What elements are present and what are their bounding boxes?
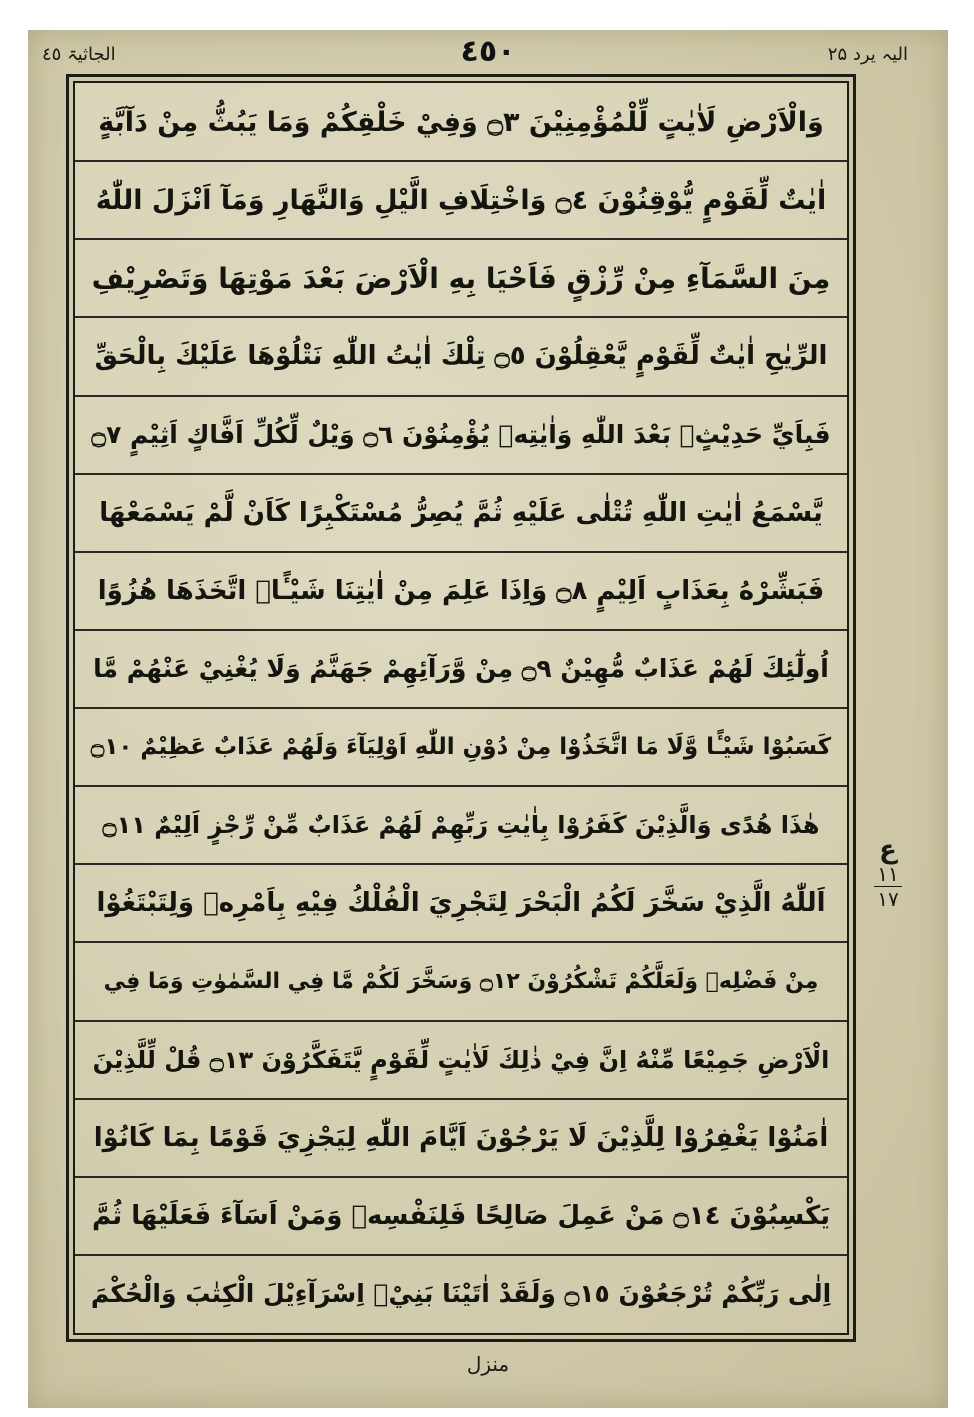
verse-line-13: الْاَرْضِ جَمِيْعًا مِّنْهُ اِنَّ فِيْ ذٰلِكَ لَاٰيٰتٍ لِّقَوْمٍ يَّتَفَكَّرُوْنَ ۝١٣ قُلْ لِّلَّذِيْنَ: [92, 1045, 830, 1074]
line-rule: [75, 551, 847, 553]
verse-line-7: فَبَشِّرْهُ بِعَذَابٍ اَلِيْمٍ ۝٨ وَاِذَا عَلِمَ مِنْ اٰيٰتِنَا شَيْـًٔاۨ اتَّخَذَهَا هُزُوًا: [97, 575, 825, 606]
line-rule: [75, 160, 847, 162]
verse-line-14: اٰمَنُوْا يَغْفِرُوْا لِلَّذِيْنَ لَا يَرْجُوْنَ اَيَّامَ اللّٰهِ لِيَجْزِيَ قَوْمًا بِمَا كَانُوْا: [93, 1122, 829, 1153]
line-rule: [75, 941, 847, 943]
verse-line-2: اٰيٰتٌ لِّقَوْمٍ يُّوْقِنُوْنَ ۝٤ وَاخْتِلَافِ الَّيْلِ وَالنَّهَارِ وَمَآ اَنْزَلَ اللّٰهُ: [95, 184, 827, 216]
verse-line-5: فَبِاَيِّ حَدِيْثٍۢ بَعْدَ اللّٰهِ وَاٰيٰتِهٖ يُؤْمِنُوْنَ ۝٦ وَيْلٌ لِّكُلِّ اَفَّاكٍ اَثِيْمٍ ۝٧: [91, 420, 831, 450]
line-rule: [75, 238, 847, 240]
page-header: [28, 30, 948, 76]
verse-line-11: اَللّٰهُ الَّذِيْ سَخَّرَ لَكُمُ الْبَحْرَ لِتَجْرِيَ الْفُلْكُ فِيْهِ بِاَمْرِهٖ وَلِتَبْتَغُوْا: [96, 888, 826, 919]
ruku-marker: [866, 835, 910, 911]
verse-line-16: اِلٰى رَبِّكُمْ تُرْجَعُوْنَ ۝١٥ وَلَقَدْ اٰتَيْنَا بَنِيْۤ اِسْرَآءِيْلَ الْكِتٰبَ وَالْحُكْمَ: [90, 1279, 832, 1309]
line-rule: [75, 395, 847, 397]
line-rule: [75, 473, 847, 475]
verse-line-15: يَكْسِبُوْنَ ۝١٤ مَنْ عَمِلَ صَالِحًا فَلِنَفْسِهٖ وَمَنْ اَسَآءَ فَعَلَيْهَا ثُمَّ: [92, 1200, 830, 1231]
verse-line-9: كَسَبُوْا شَيْـًٔا وَّلَا مَا اتَّخَذُوْا مِنْ دُوْنِ اللّٰهِ اَوْلِيَآءَ وَلَهُمْ عَذَابٌ عَظِيْمٌ ۝١٠: [90, 734, 832, 761]
line-rule: [75, 629, 847, 631]
ruku-count: ١٧: [874, 886, 902, 911]
verse-line-4: الرِّيٰحِ اٰيٰتٌ لِّقَوْمٍ يَّعْقِلُوْنَ ۝٥ تِلْكَ اٰيٰتُ اللّٰهِ نَتْلُوْهَا عَلَيْكَ بِالْحَقِّ: [94, 341, 828, 372]
line-rule: [75, 1098, 847, 1100]
ruku-number: ١١: [877, 862, 899, 886]
line-rule: [75, 1020, 847, 1022]
verse-line-6: يَّسْمَعُ اٰيٰتِ اللّٰهِ تُتْلٰى عَلَيْهِ ثُمَّ يُصِرُّ مُسْتَكْبِرًا كَاَنْ لَّمْ يَسْمَعْهَا: [99, 497, 823, 528]
verse-line-12: مِنْ فَضْلِهٖ وَلَعَلَّكُمْ تَشْكُرُوْنَ ۝١٢ وَسَخَّرَ لَكُمْ مَّا فِي السَّمٰوٰتِ وَمَا فِي: [103, 968, 819, 994]
line-rule: [75, 707, 847, 709]
ruku-symbol: ع: [879, 835, 897, 865]
line-rule: [75, 1176, 847, 1178]
text-frame-inner: [73, 81, 849, 1335]
line-rule: [75, 863, 847, 865]
text-frame-outer: [66, 74, 856, 1342]
line-rule: [75, 1254, 847, 1256]
surah-name-header: الجاثیۃ ٤٥: [42, 44, 116, 65]
verse-line-3: مِنَ السَّمَآءِ مِنْ رِّزْقٍ فَاَحْيَا بِهِ الْاَرْضَ بَعْدَ مَوْتِهَا وَتَصْرِيْفِ: [91, 261, 831, 295]
verse-line-8: اُولٰٓئِكَ لَهُمْ عَذَابٌ مُّهِيْنٌ ۝٩ مِنْ وَّرَآئِهِمْ جَهَنَّمُ وَلَا يُغْنِيْ عَنْهُمْ مَّا: [93, 654, 829, 684]
verse-line-10: هٰذَا هُدًى وَالَّذِيْنَ كَفَرُوْا بِاٰيٰتِ رَبِّهِمْ لَهُمْ عَذَابٌ مِّنْ رِّجْزٍ اَلِيْمٌ ۝١١: [102, 811, 820, 840]
manzil-footer: منزل: [466, 1352, 510, 1376]
verse-line-1: وَالْاَرْضِ لَاٰيٰتٍ لِّلْمُؤْمِنِيْنَ ۝٣ وَفِيْ خَلْقِكُمْ وَمَا يَبُثُّ مِنْ دَآبَّةٍ: [98, 106, 824, 138]
para-name-header: الیہ یرد ۲۵: [827, 44, 908, 65]
quran-page: [28, 30, 948, 1408]
page-number: ٤٥٠: [460, 34, 516, 69]
line-rule: [75, 316, 847, 318]
line-rule: [75, 785, 847, 787]
